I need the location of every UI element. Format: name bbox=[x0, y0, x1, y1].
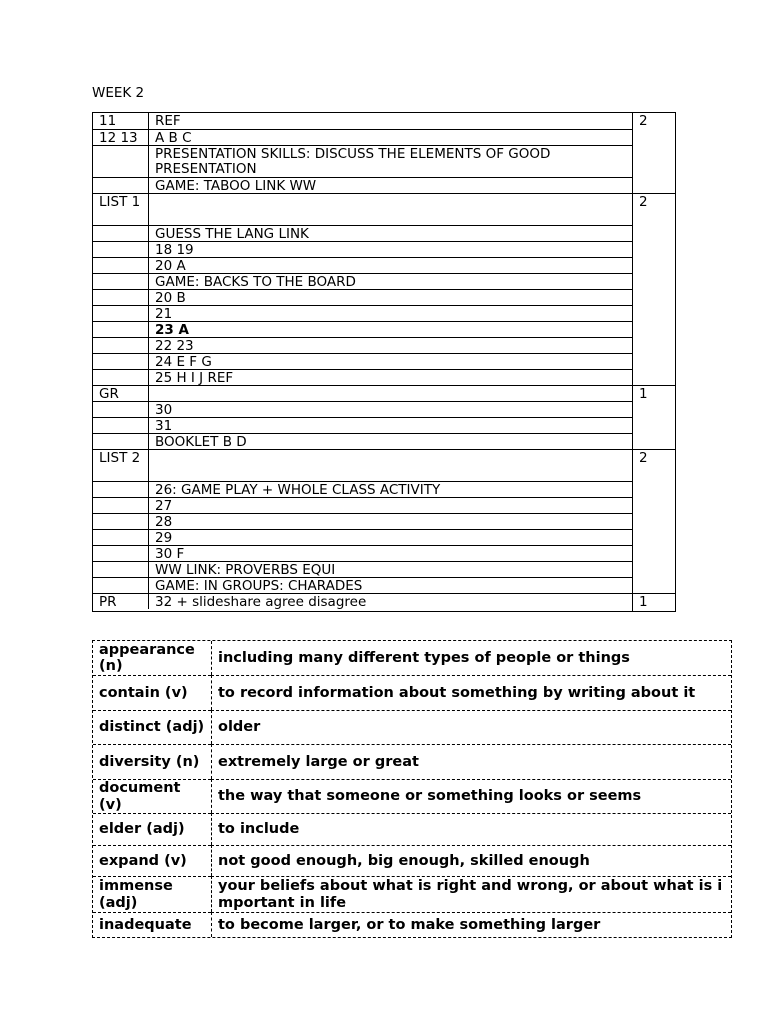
plan-activity-cell: 28 bbox=[148, 513, 633, 529]
plan-activity-cell bbox=[148, 385, 633, 401]
vocab-definition-cell: your beliefs about what is right and wrong, or about what is important in life bbox=[211, 876, 731, 912]
plan-code-cell: LIST 1 bbox=[93, 193, 148, 225]
plan-code-cell bbox=[93, 273, 148, 289]
vocab-word-cell: inadequate bbox=[93, 912, 211, 937]
lesson-plan-table bbox=[92, 112, 676, 612]
plan-code-cell bbox=[93, 257, 148, 273]
vocab-word-cell: diversity (n) bbox=[93, 744, 211, 779]
plan-code-cell bbox=[93, 433, 148, 449]
plan-code-cell bbox=[93, 481, 148, 497]
plan-code-cell bbox=[93, 177, 148, 193]
plan-code-cell bbox=[93, 369, 148, 385]
plan-code-cell bbox=[93, 417, 148, 433]
vocab-definition-cell: older bbox=[211, 710, 731, 744]
plan-activity-cell: 29 bbox=[148, 529, 633, 545]
plan-activity-cell: PRESENTATION SKILLS: DISCUSS THE ELEMENTS OF GOOD PRESENTATION bbox=[148, 145, 633, 177]
plan-activity-cell: 30 F bbox=[148, 545, 633, 561]
vocabulary-matching-table bbox=[92, 640, 732, 938]
plan-activity-cell: 22 23 bbox=[148, 337, 633, 353]
vocab-word-cell: distinct (adj) bbox=[93, 710, 211, 744]
plan-activity-cell: BOOKLET B D bbox=[148, 433, 633, 449]
plan-code-cell: LIST 2 bbox=[93, 449, 148, 481]
plan-activity-cell: 25 H I J REF bbox=[148, 369, 633, 385]
plan-activity-cell bbox=[148, 193, 633, 225]
plan-activity-cell: A B C bbox=[148, 129, 633, 145]
plan-code-cell: GR bbox=[93, 385, 148, 401]
plan-code-cell bbox=[93, 337, 148, 353]
plan-code-cell bbox=[93, 353, 148, 369]
vocab-definition-cell: the way that someone or something looks or seems bbox=[211, 779, 731, 813]
vocab-definition-cell: to record information about something by writing about it bbox=[211, 675, 731, 710]
plan-activity-cell: GAME: BACKS TO THE BOARD bbox=[148, 273, 633, 289]
plan-activity-cell: 30 bbox=[148, 401, 633, 417]
plan-activity-cell: 20 B bbox=[148, 289, 633, 305]
plan-activity-cell: 24 E F G bbox=[148, 353, 633, 369]
plan-code-cell bbox=[93, 241, 148, 257]
vocab-word-cell: expand (v) bbox=[93, 845, 211, 876]
plan-activity-cell: REF bbox=[148, 113, 633, 129]
plan-activity-cell: 31 bbox=[148, 417, 633, 433]
vocab-definition-cell: to include bbox=[211, 813, 731, 845]
plan-activity-cell: GAME: TABOO LINK WW bbox=[148, 177, 633, 193]
plan-activity-cell: GAME: IN GROUPS: CHARADES bbox=[148, 577, 633, 593]
plan-activity-cell: 18 19 bbox=[148, 241, 633, 257]
plan-activity-cell: GUESS THE LANG LINK bbox=[148, 225, 633, 241]
plan-activity-cell: 21 bbox=[148, 305, 633, 321]
plan-code-cell: 12 13 bbox=[93, 129, 148, 145]
plan-code-cell bbox=[93, 321, 148, 337]
vocab-definition-cell: to become larger, or to make something larger bbox=[211, 912, 731, 937]
plan-code-cell bbox=[93, 289, 148, 305]
vocab-definition-cell: including many different types of people or things bbox=[211, 641, 731, 675]
plan-code-cell bbox=[93, 513, 148, 529]
plan-code-cell bbox=[93, 225, 148, 241]
plan-code-cell bbox=[93, 577, 148, 593]
plan-number-cell: 1 bbox=[632, 385, 675, 449]
plan-number-cell: 1 bbox=[632, 593, 675, 611]
plan-activity-cell bbox=[148, 449, 633, 481]
plan-code-cell: 11 bbox=[99, 113, 117, 129]
vocab-definition-cell: extremely large or great bbox=[211, 744, 731, 779]
vocab-word-cell: contain (v) bbox=[93, 675, 211, 710]
plan-number-cell: 2 bbox=[632, 193, 675, 385]
plan-code-cell bbox=[93, 145, 148, 177]
vocab-word-cell: document (v) bbox=[93, 779, 211, 813]
plan-number-cell: 2 bbox=[632, 449, 675, 593]
plan-code-cell bbox=[93, 545, 148, 561]
plan-code-cell bbox=[93, 529, 148, 545]
plan-code-cell bbox=[93, 305, 148, 321]
vocab-word-cell: appearance (n) bbox=[99, 641, 195, 674]
plan-code-cell: PR bbox=[93, 593, 148, 609]
vocab-word-cell: immense (adj) bbox=[93, 876, 211, 912]
plan-activity-cell: 23 A bbox=[148, 321, 633, 337]
vocab-word-cell: elder (adj) bbox=[93, 813, 211, 845]
plan-code-cell bbox=[93, 561, 148, 577]
page-title: WEEK 2 bbox=[92, 85, 145, 101]
plan-number-cell: 2 bbox=[632, 113, 675, 193]
plan-activity-cell: 32 + slideshare agree disagree bbox=[148, 593, 633, 609]
plan-activity-cell: 26: GAME PLAY + WHOLE CLASS ACTIVITY bbox=[148, 481, 633, 497]
vocab-definition-cell: not good enough, big enough, skilled enough bbox=[211, 845, 731, 876]
plan-activity-cell: 27 bbox=[148, 497, 633, 513]
plan-code-cell bbox=[93, 497, 148, 513]
plan-activity-cell: 20 A bbox=[148, 257, 633, 273]
plan-activity-cell: WW LINK: PROVERBS EQUI bbox=[148, 561, 633, 577]
plan-code-cell bbox=[93, 401, 148, 417]
